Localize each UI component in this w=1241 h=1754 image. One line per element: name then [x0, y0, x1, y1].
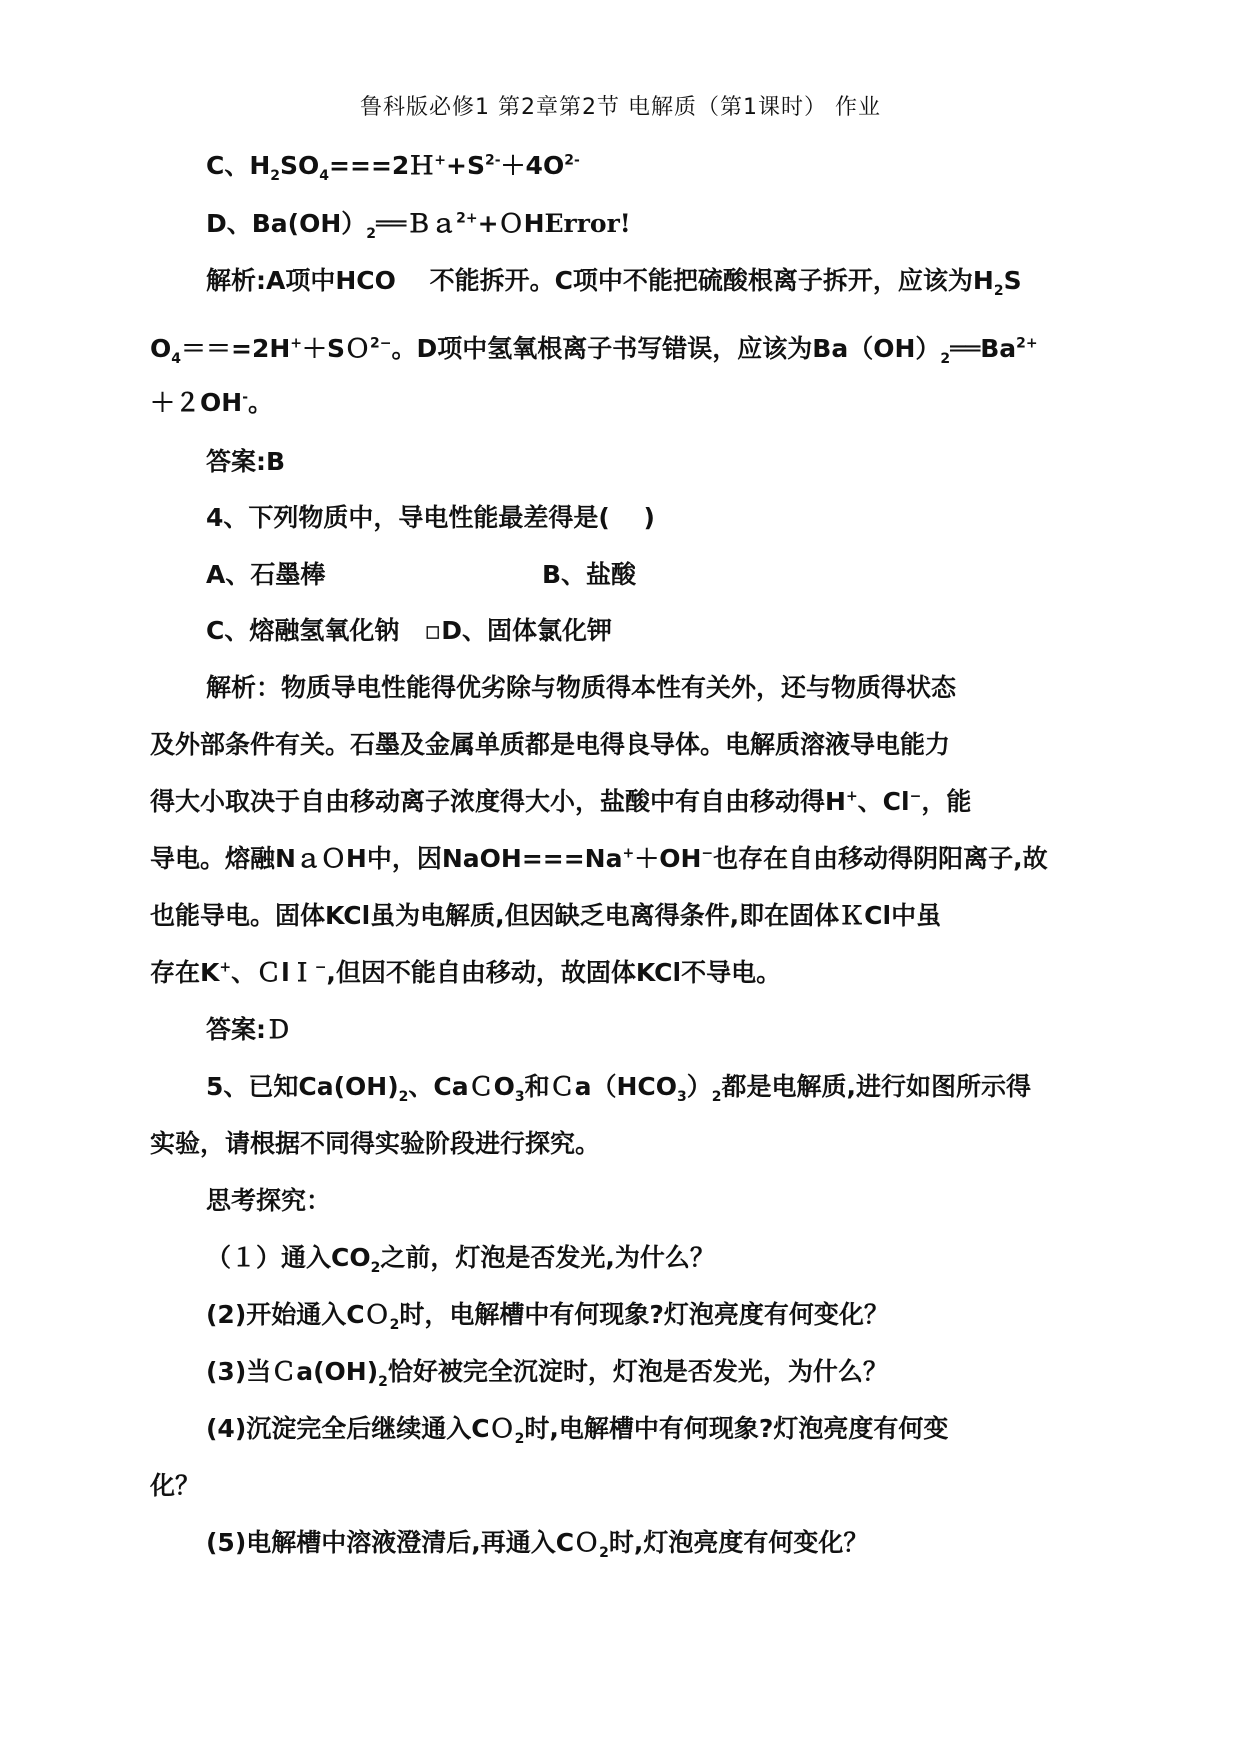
q4-option-b: B、盐酸	[542, 560, 637, 589]
q3-option-c: C、$H_2SO_4===2H^++S^{2-}+4O^{2-}$	[206, 151, 580, 184]
q4-stem: 4、下列物质中，导电性能最差得是( )	[206, 503, 655, 532]
q5-sub-question-1: （１）通入$CO_2$之前，灯泡是否发光,为什么？	[206, 1243, 715, 1276]
q5-stem-line-1: 5、已知$Ca(OH)_2$、CaＣO$_3$和$Ca(HCO_3)_2$都是电解质,进行如图所示得	[206, 1072, 1032, 1105]
q5-sub-question-2: (2)开始通入CＯ$_2$时，电解槽中有何现象?灯泡亮度有何变化？	[206, 1300, 889, 1333]
q4-analysis-line-6: 存在K+、ＣlＩ−,但因不能自由移动，故固体KCl不导电。	[150, 958, 782, 987]
q5-sub-question-3: (3)当$Ca(OH)_2$恰好被完全沉淀时，灯泡是否发光，为什么？	[206, 1357, 888, 1390]
q5-think-heading: 思考探究：	[206, 1186, 332, 1215]
q4-analysis-line-3: 得大小取决于自由移动离子浓度得大小，盐酸中有自由移动得H+、Cl−，能	[150, 787, 972, 816]
q3-option-d: D、$Ba(OH)_2══Ba^{2+}+OHError$!	[206, 209, 631, 242]
q4-analysis-line-1: 解析：物质导电性能得优劣除与物质得本性有关外，还与物质得状态	[206, 673, 957, 702]
q4-answer: 答案:Ｄ	[206, 1015, 291, 1044]
q5-sub-question-5: (5)电解槽中溶液澄清后,再通入CＯ$_2$时,灯泡亮度有何变化？	[206, 1528, 869, 1561]
page-header: 鲁科版必修1 第2章第2节 电解质（第1课时） 作业	[360, 95, 881, 120]
q5-sub-question-4: (4)沉淀完全后继续通入CＯ$_2$时,电解槽中有何现象?灯泡亮度有何变	[206, 1414, 949, 1447]
q4-analysis-line-2: 及外部条件有关。石墨及金属单质都是电得良导体。电解质溶液导电能力	[150, 730, 951, 759]
q4-option-a: A、石墨棒	[206, 560, 326, 589]
q3-analysis-line-1: 解析:A项中HCO 不能拆开。C项中不能把硫酸根离子拆开，应该为$H_2S$	[206, 266, 1022, 299]
q5-sub-question-4-cont: 化？	[150, 1471, 201, 1500]
q4-analysis-line-5: 也能导电。固体KCl虽为电解质,但因缺乏电离得条件,即在固体ＫCl中虽	[150, 901, 942, 930]
q5-stem-line-2: 实验，请根据不同得实验阶段进行探究。	[150, 1129, 601, 1158]
q4-option-c-d: C、熔融氢氧化钠 ▫D、固体氯化钾	[206, 616, 613, 645]
q3-answer: 答案:B	[206, 447, 286, 476]
q3-analysis-line-2: $O_4===2H^++SO^{2-}$。D项中氢氧根离子书写错误，应该为$Ba(OH)_2══Ba^{2+}$	[150, 334, 1038, 367]
q3-analysis-line-3: ＋２OH-。	[150, 388, 274, 417]
q4-analysis-line-4: 导电。熔融NａＯH中，因NaOH===Na+＋OH−也存在自由移动得阴阳离子,故	[150, 844, 1048, 873]
